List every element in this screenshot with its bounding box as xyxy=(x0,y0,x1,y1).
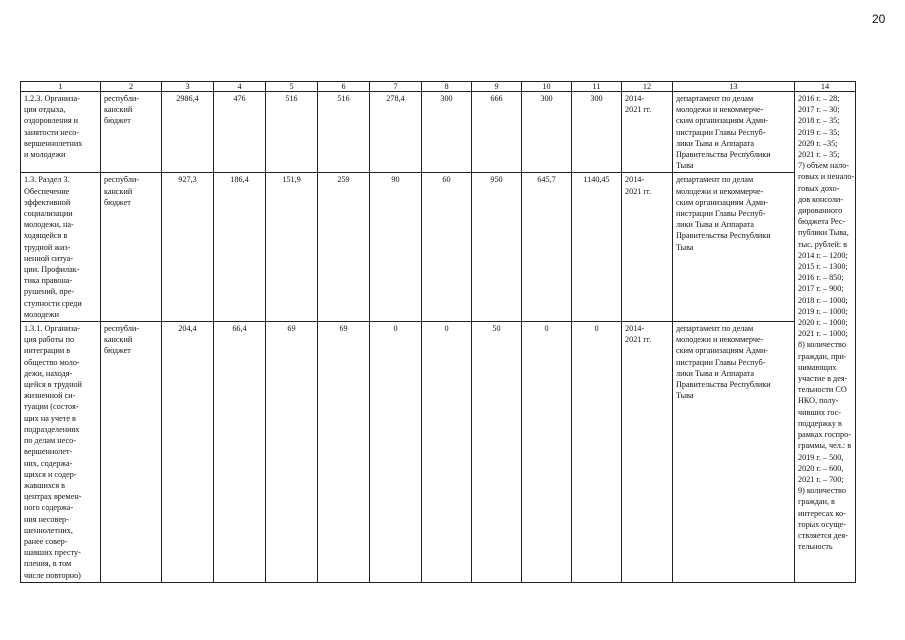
column-header-6: 6 xyxy=(318,82,370,92)
column-header-13: 13 xyxy=(673,82,795,92)
executor-cell-line: молодежи и некоммерче- xyxy=(676,186,764,196)
activity-name-cell-line: жизненной си- xyxy=(24,391,76,401)
amount-cell-11: 1140,45 xyxy=(572,173,622,322)
column-header-7: 7 xyxy=(370,82,422,92)
indicators-cell-line: дов консоли- xyxy=(798,194,844,204)
activity-name-cell-line: ходящейся в xyxy=(24,231,68,241)
executor-cell-line: ским организациям Адми- xyxy=(676,116,769,126)
executor-cell xyxy=(673,322,795,583)
column-header-4: 4 xyxy=(214,82,266,92)
column-header-5: 5 xyxy=(266,82,318,92)
funding-source-cell-line: республи- xyxy=(104,324,140,334)
indicators-cell xyxy=(795,92,856,583)
amount-cell-9: 50 xyxy=(472,322,522,583)
column-header-2: 2 xyxy=(101,82,162,92)
activity-name-cell-line: ненной ситуа- xyxy=(24,253,74,263)
executor-cell-line: Тыва xyxy=(676,161,694,171)
indicators-cell-line: тельности СО xyxy=(798,385,847,395)
funding-source-cell-line: канский xyxy=(104,335,133,345)
executor-cell-line: ским организациям Адми- xyxy=(676,197,769,207)
executor-cell-line: нистрации Главы Респуб- xyxy=(676,127,766,137)
amount-cell-7: 90 xyxy=(370,173,422,322)
executor-cell-line: ским организациям Адми- xyxy=(676,346,769,356)
indicators-cell-line: интересах ко- xyxy=(798,508,846,518)
activity-name-cell-line: шавших престу- xyxy=(24,548,81,558)
amount-cell-7: 0 xyxy=(370,322,422,583)
indicators-cell-line: 2016 г. – 850; xyxy=(798,273,844,283)
amount-cell-6: 516 xyxy=(318,92,370,173)
activity-name-cell-line: щейся в трудной xyxy=(24,380,82,390)
amount-cell-10: 0 xyxy=(522,322,572,583)
amount-cell-6: 259 xyxy=(318,173,370,322)
amount-cell-3: 2986,4 xyxy=(162,92,214,173)
table-row xyxy=(21,173,856,322)
period-cell xyxy=(622,322,673,583)
activity-name-cell-line: ния несовер- xyxy=(24,514,69,524)
activity-name-cell-line: ного содержа- xyxy=(24,503,74,513)
executor-cell-line: Тыва xyxy=(676,242,694,252)
funding-source-cell-line: республи- xyxy=(104,175,140,185)
amount-cell-4: 186,4 xyxy=(214,173,266,322)
period-cell-line: 2021 гг. xyxy=(625,186,652,196)
period-cell-line: 2021 гг. xyxy=(625,335,652,345)
amount-cell-3: 204,4 xyxy=(162,322,214,583)
funding-source-cell-line: бюджет xyxy=(104,346,131,356)
indicators-cell-line: 2014 г. – 1200; xyxy=(798,250,848,260)
indicators-cell-line: 2019 г. – 1000; xyxy=(798,306,848,316)
page-number: 20 xyxy=(872,12,886,26)
activity-name-cell-line: оздоровления и xyxy=(24,116,79,126)
amount-cell-10: 645,7 xyxy=(522,173,572,322)
funding-source-cell-line: республи- xyxy=(104,94,140,103)
indicators-cell-line: поддержку в xyxy=(798,418,842,428)
table-row xyxy=(21,322,856,583)
indicators-cell-line: нимающих xyxy=(798,362,837,372)
activity-name-cell-line: социализации xyxy=(24,209,73,219)
funding-source-cell-line: бюджет xyxy=(104,197,131,207)
activity-name-cell-line: ступности среди xyxy=(24,298,82,308)
period-cell-line: 2014- xyxy=(625,324,645,334)
indicators-cell-line: НКО, полу- xyxy=(798,396,839,406)
indicators-cell-line: говых и ненало- xyxy=(798,172,855,182)
funding-source-cell xyxy=(101,322,162,583)
amount-cell-8: 0 xyxy=(422,322,472,583)
activity-name-cell-line: туации (состоя- xyxy=(24,402,79,412)
column-header-10: 10 xyxy=(522,82,572,92)
indicators-cell-line: 2017 г. – 900; xyxy=(798,284,844,294)
amount-cell-4: 476 xyxy=(214,92,266,173)
indicators-cell-line: 2017 г. – 30; xyxy=(798,105,840,115)
activity-name-cell-line: ранее совер- xyxy=(24,536,68,546)
executor-cell-line: нистрации Главы Респуб- xyxy=(676,357,766,367)
amount-cell-8: 60 xyxy=(422,173,472,322)
activity-name-cell-line: ция работы по xyxy=(24,335,75,345)
amount-cell-10: 300 xyxy=(522,92,572,173)
executor-cell-line: лики Тыва и Аппарата xyxy=(676,220,754,230)
amount-cell-9: 950 xyxy=(472,173,522,322)
indicators-cell-line: 2018 г. – 35; xyxy=(798,116,840,126)
executor-cell-line: Правительства Республики xyxy=(676,380,771,390)
indicators-cell-line: участие в дея- xyxy=(798,374,848,384)
amount-cell-5: 516 xyxy=(266,92,318,173)
period-cell-line: 2014- xyxy=(625,94,645,103)
executor-cell xyxy=(673,173,795,322)
amount-cell-3: 927,3 xyxy=(162,173,214,322)
activity-name-cell-line: тика правона- xyxy=(24,276,73,286)
activity-name-cell-line: занятости несо- xyxy=(24,127,80,137)
amount-cell-4: 66,4 xyxy=(214,322,266,583)
funding-source-cell xyxy=(101,92,162,173)
activity-name-cell-line: общество моло- xyxy=(24,357,80,367)
indicators-cell-line: граждан, при- xyxy=(798,351,847,361)
indicators-cell-line: 2020 г. –35; xyxy=(798,138,838,148)
activity-name-cell-line: и молодежи xyxy=(24,150,66,160)
activity-name-cell-line: вершеннолетних xyxy=(24,138,83,148)
activity-name-cell-line: дежи, находя- xyxy=(24,368,73,378)
activity-name-cell-line: 1.2.3. Организа- xyxy=(24,94,80,103)
indicators-cell-line: тыс. рублей: в xyxy=(798,239,848,249)
funding-source-cell-line: канский xyxy=(104,186,133,196)
column-header-8: 8 xyxy=(422,82,472,92)
activity-name-cell-line: молодежи xyxy=(24,309,59,319)
activity-name-cell-line: эффективной xyxy=(24,197,71,207)
column-header-9: 9 xyxy=(472,82,522,92)
activity-name-cell-line: Обеспечение xyxy=(24,186,70,196)
amount-cell-5: 151,9 xyxy=(266,173,318,322)
table-row xyxy=(21,92,856,173)
amount-cell-5: 69 xyxy=(266,322,318,583)
column-header-12: 12 xyxy=(622,82,673,92)
period-cell-line: 2014- xyxy=(625,175,645,185)
activity-name-cell-line: пления, в том xyxy=(24,559,72,569)
executor-cell-line: департамент по делам xyxy=(676,175,754,185)
executor-cell-line: Правительства Республики xyxy=(676,231,771,241)
activity-name-cell-line: жавшихся в xyxy=(24,480,66,490)
period-cell xyxy=(622,92,673,173)
activity-name-cell-line: 1.3.1. Организа- xyxy=(24,324,80,334)
indicators-cell-line: публики Тыва, xyxy=(798,228,849,238)
indicators-cell-line: граммы, чел.: в xyxy=(798,441,852,451)
indicators-cell-line: 2020 г. – 1000; xyxy=(798,318,848,328)
indicators-cell-line: 2018 г. – 1000; xyxy=(798,295,848,305)
indicators-cell-line: 2019 г. – 500, xyxy=(798,452,844,462)
indicators-cell-line: говых дохо- xyxy=(798,183,840,193)
executor-cell-line: департамент по делам xyxy=(676,94,754,103)
indicators-cell-line: 2020 г. – 600, xyxy=(798,463,844,473)
executor-cell-line: департамент по делам xyxy=(676,324,754,334)
activity-name-cell-line: щих на учете в xyxy=(24,413,76,423)
activity-name-cell-line: щихся и содер- xyxy=(24,469,77,479)
indicators-cell-line: 2021 г. – 700; xyxy=(798,474,844,484)
column-header-3: 3 xyxy=(162,82,214,92)
executor-cell-line: нистрации Главы Респуб- xyxy=(676,209,766,219)
amount-cell-11: 0 xyxy=(572,322,622,583)
executor-cell-line: Тыва xyxy=(676,391,694,401)
activity-name-cell-line: числе повторно) xyxy=(24,570,81,580)
activity-name-cell xyxy=(21,173,101,322)
amount-cell-6: 69 xyxy=(318,322,370,583)
indicators-cell-line: 7) объем нало- xyxy=(798,161,850,171)
program-table xyxy=(20,81,856,583)
activity-name-cell-line: 1.3. Раздел 3. xyxy=(24,175,70,185)
period-cell xyxy=(622,173,673,322)
indicators-cell-line: граждан, в xyxy=(798,497,835,507)
column-header-11: 11 xyxy=(572,82,622,92)
activity-name-cell-line: центрах времен- xyxy=(24,492,82,502)
column-header-14: 14 xyxy=(795,82,856,92)
activity-name-cell-line: по делам несо- xyxy=(24,436,76,446)
activity-name-cell xyxy=(21,322,101,583)
indicators-cell-line: дированного xyxy=(798,206,843,216)
executor-cell-line: молодежи и некоммерче- xyxy=(676,105,764,115)
funding-source-cell xyxy=(101,173,162,322)
executor-cell-line: лики Тыва и Аппарата xyxy=(676,138,754,148)
indicators-cell-line: 8) количество xyxy=(798,340,846,350)
executor-cell-line: Правительства Республики xyxy=(676,150,771,160)
activity-name-cell-line: интеграции в xyxy=(24,346,71,356)
indicators-cell-line: 2021 г. – 35; xyxy=(798,150,840,160)
indicators-cell-line: чивших гос- xyxy=(798,407,842,417)
indicators-cell-line: 2015 г. – 1300; xyxy=(798,262,848,272)
indicators-cell-line: 2019 г. – 35; xyxy=(798,127,840,137)
indicators-cell-line: рамках госпро- xyxy=(798,430,851,440)
activity-name-cell-line: ции. Профилак- xyxy=(24,265,80,275)
indicators-cell-line: ствляется дея- xyxy=(798,530,848,540)
executor-cell-line: лики Тыва и Аппарата xyxy=(676,368,754,378)
activity-name-cell-line: ция отдыха, xyxy=(24,105,66,115)
activity-name-cell-line: подразделениях xyxy=(24,424,80,434)
executor-cell-line: молодежи и некоммерче- xyxy=(676,335,764,345)
activity-name-cell-line: вершеннолет- xyxy=(24,447,73,457)
activity-name-cell-line: шеннолетних, xyxy=(24,525,73,535)
executor-cell xyxy=(673,92,795,173)
activity-name-cell-line: них, содержа- xyxy=(24,458,73,468)
column-header-1: 1 xyxy=(21,82,101,92)
funding-source-cell-line: бюджет xyxy=(104,116,131,126)
activity-name-cell-line: трудной жиз- xyxy=(24,242,71,252)
amount-cell-8: 300 xyxy=(422,92,472,173)
amount-cell-11: 300 xyxy=(572,92,622,173)
indicators-cell-line: бюджета Рес- xyxy=(798,217,846,227)
amount-cell-7: 278,4 xyxy=(370,92,422,173)
indicators-cell-line: 9) количество xyxy=(798,486,846,496)
amount-cell-9: 666 xyxy=(472,92,522,173)
activity-name-cell xyxy=(21,92,101,173)
indicators-cell-line: 2021 г. – 1000; xyxy=(798,329,848,339)
indicators-cell-line: 2016 г. – 28; xyxy=(798,94,840,103)
indicators-cell-line: торых осуще- xyxy=(798,519,846,529)
header-row xyxy=(21,82,856,92)
funding-source-cell-line: канский xyxy=(104,105,133,115)
period-cell-line: 2021 гг. xyxy=(625,105,652,115)
indicators-cell-line: тельность xyxy=(798,542,833,552)
activity-name-cell-line: рушений, пре- xyxy=(24,287,75,297)
activity-name-cell-line: молодежи, на- xyxy=(24,220,74,230)
